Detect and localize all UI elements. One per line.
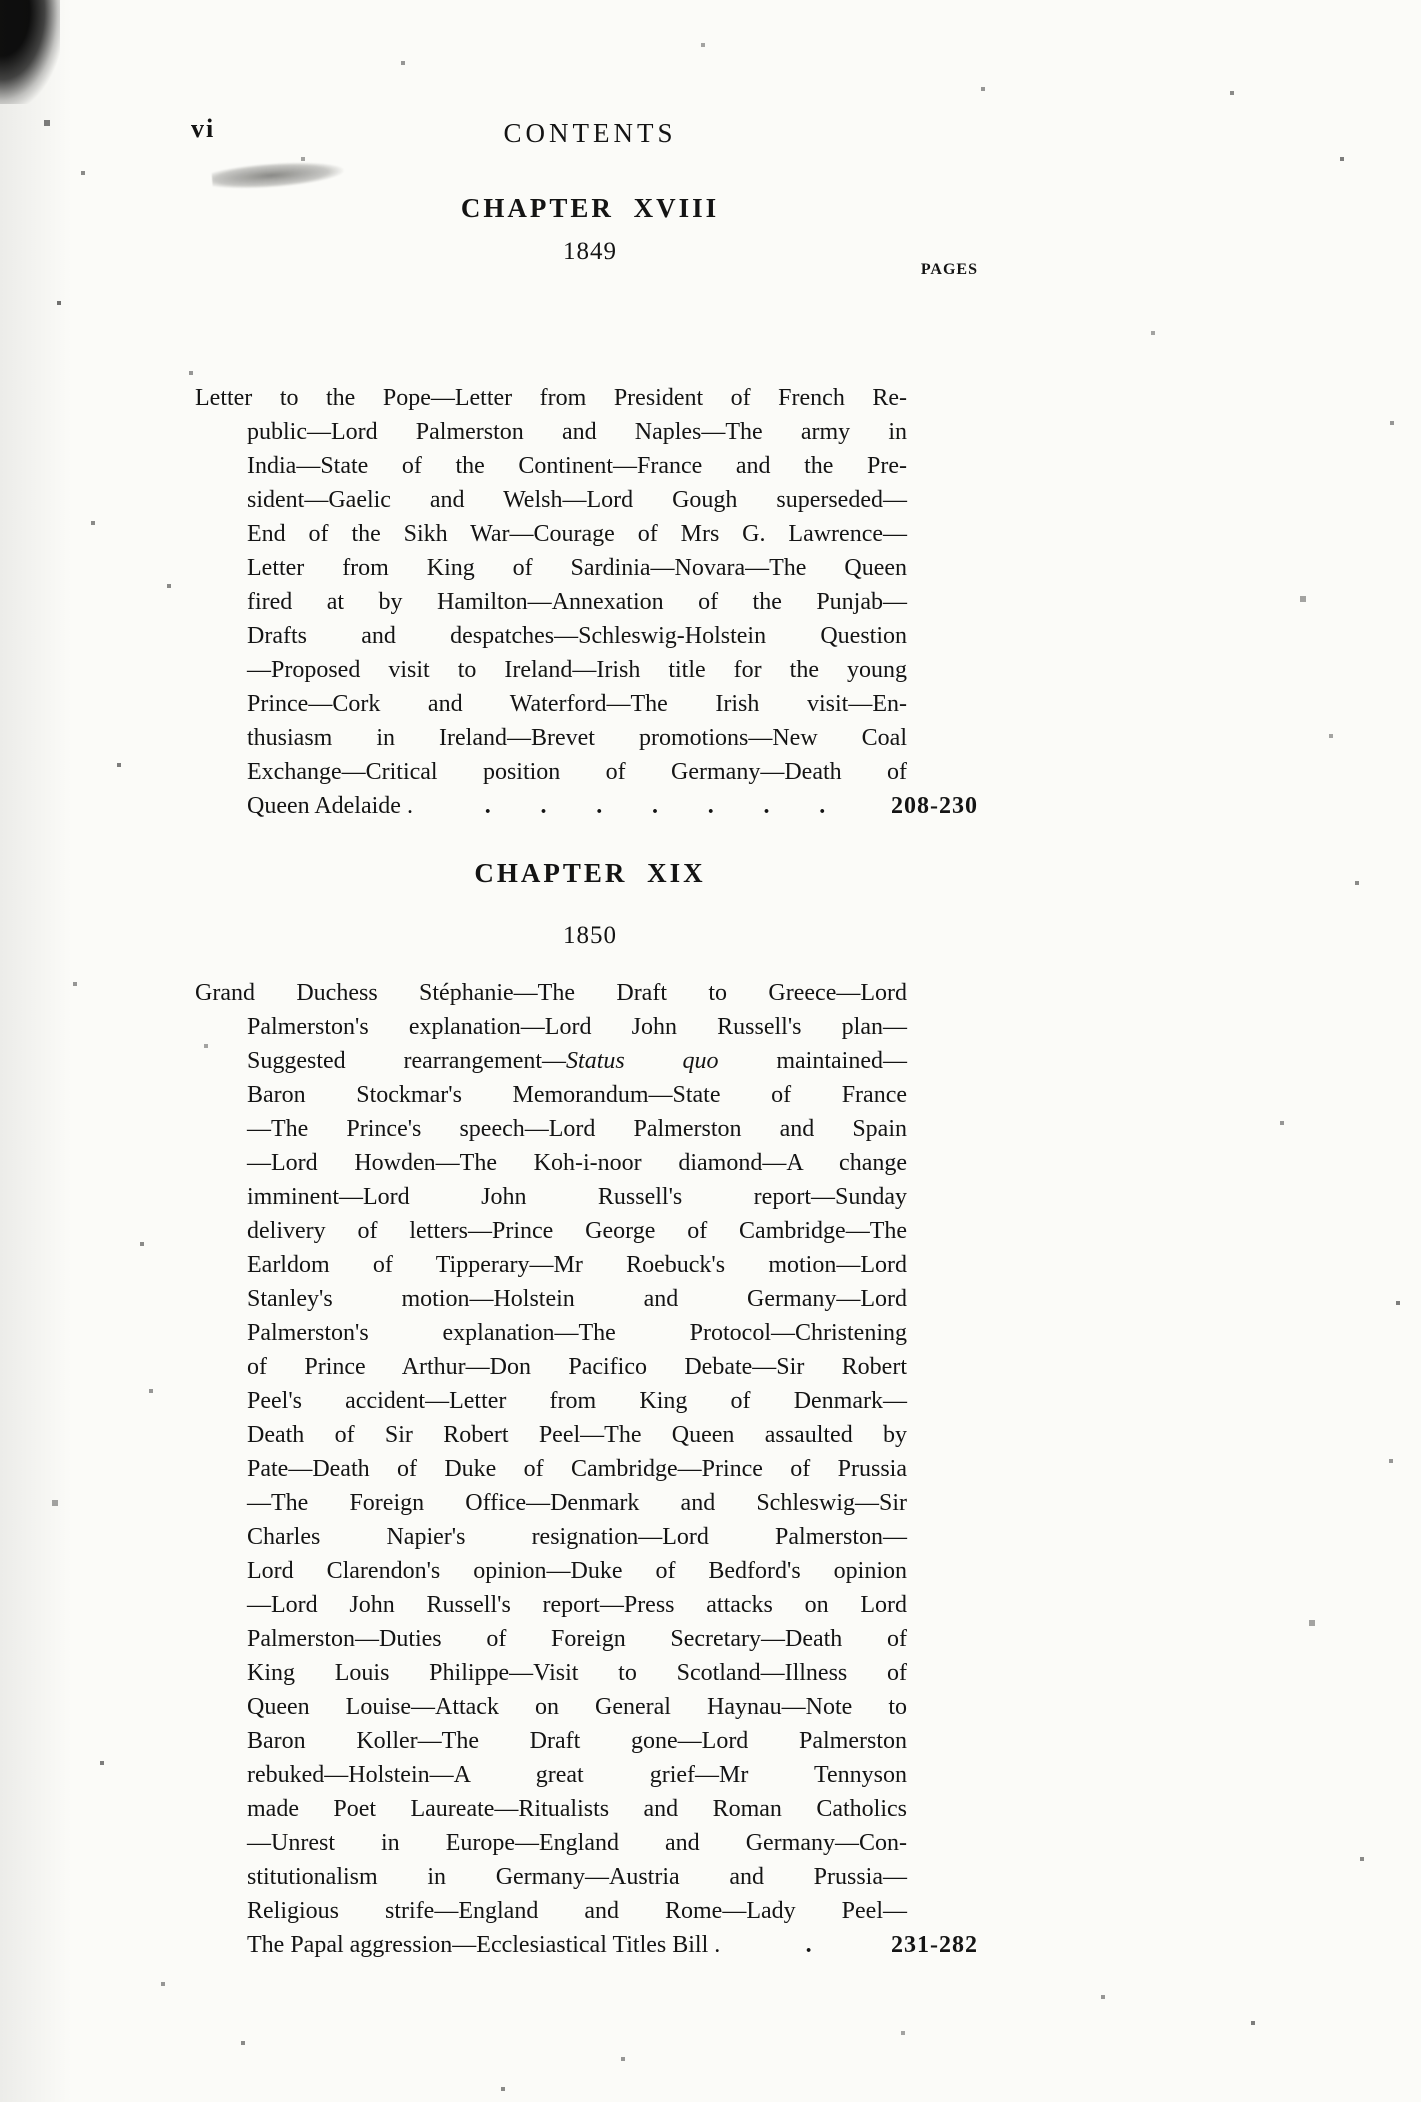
- chapter-heading: CHAPTER XVIII: [460, 193, 720, 223]
- leader-dot: .: [763, 793, 770, 819]
- scan-speckles: [0, 0, 2, 2]
- leader-dot: .: [484, 793, 491, 819]
- summary-line: stitutionalism in Germany—Austria and Prussia—: [247, 1864, 907, 1890]
- summary-line: —The Prince's speech—Lord Palmerston and Spain: [247, 1116, 907, 1142]
- page-range: 231-282: [891, 1932, 978, 1958]
- leader-dot: .: [596, 793, 603, 819]
- summary-line: Letter to the Pope—Letter from President of French Re-: [195, 385, 907, 411]
- leader-dot: .: [707, 793, 714, 819]
- summary-line: Religious strife—England and Rome—Lady Peel—: [247, 1898, 907, 1924]
- summary-line: Exchange—Critical position of Germany—Death of: [247, 759, 907, 785]
- summary-final-text: Queen Adelaide .: [247, 793, 413, 819]
- leader-dots: [413, 789, 891, 823]
- leader-dot: .: [540, 793, 547, 819]
- summary-line: —The Foreign Office—Denmark and Schleswig—Sir: [247, 1490, 907, 1516]
- chapter-heading: CHAPTER XIX: [474, 858, 706, 888]
- summary-line: public—Lord Palmerston and Naples—The army in: [247, 419, 907, 445]
- summary-line: Palmerston—Duties of Foreign Secretary—Death of: [247, 1626, 907, 1652]
- summary-line: Drafts and despatches—Schleswig-Holstein Question: [247, 623, 907, 649]
- summary-line: Prince—Cork and Waterford—The Irish visit—En-: [247, 691, 907, 717]
- summary-line: —Unrest in Europe—England and Germany—Con-: [247, 1830, 907, 1856]
- summary-line: Lord Clarendon's opinion—Duke of Bedford's opinion: [247, 1558, 907, 1584]
- summary-line: Stanley's motion—Holstein and Germany—Lord: [247, 1286, 907, 1312]
- summary-line: India—State of the Continent—France and the Pre-: [247, 453, 907, 479]
- summary-line: rebuked—Holstein—A great grief—Mr Tennyson: [247, 1762, 907, 1788]
- page-header-title: CONTENTS: [503, 118, 677, 148]
- summary-line: —Proposed visit to Ireland—Irish title for the young: [247, 657, 907, 683]
- page-folio-number: vi: [191, 114, 216, 143]
- leader-dot: .: [651, 793, 658, 819]
- summary-final-text: The Papal aggression—Ecclesiastical Titles Bill .: [247, 1932, 721, 1958]
- summary-lines: [195, 381, 978, 789]
- summary-line: delivery of letters—Prince George of Cambridge—The: [247, 1218, 907, 1244]
- summary-line: imminent—Lord John Russell's report—Sunday: [247, 1184, 907, 1210]
- scan-edge-wash: [0, 0, 90, 2102]
- summary-line: fired at by Hamilton—Annexation of the Punjab—: [247, 589, 907, 615]
- pages-column-label: PAGES: [920, 261, 978, 278]
- summary-line: Pate—Death of Duke of Cambridge—Prince of Prussia: [247, 1456, 907, 1482]
- summary-line: Queen Louise—Attack on General Haynau—Note to: [247, 1694, 907, 1720]
- summary-line: Death of Sir Robert Peel—The Queen assaulted by: [247, 1422, 907, 1448]
- scan-ink-smudge: [211, 158, 344, 191]
- summary-line: Earldom of Tipperary—Mr Roebuck's motion—Lord: [247, 1252, 907, 1278]
- chapter-summary: [195, 381, 978, 823]
- page-range: 208-230: [891, 793, 978, 819]
- summary-line: Peel's accident—Letter from King of Denmark—: [247, 1388, 907, 1414]
- summary-line: —Lord John Russell's report—Press attacks on Lord: [247, 1592, 907, 1618]
- chapter-year: 1849: [563, 238, 617, 265]
- summary-line: Letter from King of Sardinia—Novara—The Queen: [247, 555, 907, 581]
- summary-line: of Prince Arthur—Don Pacifico Debate—Sir Robert: [247, 1354, 907, 1380]
- summary-line: Charles Napier's resignation—Lord Palmerston—: [247, 1524, 907, 1550]
- chapter-summary: [195, 976, 978, 1962]
- summary-final-line: [195, 1928, 978, 1962]
- leader-dots: [720, 1928, 891, 1962]
- summary-line: Baron Koller—The Draft gone—Lord Palmerston: [247, 1728, 907, 1754]
- summary-line: King Louis Philippe—Visit to Scotland—Illness of: [247, 1660, 907, 1686]
- leader-dot: .: [805, 1932, 812, 1958]
- summary-line: —Lord Howden—The Koh-i-noor diamond—A change: [247, 1150, 907, 1176]
- leader-dot: .: [819, 793, 826, 819]
- summary-line: End of the Sikh War—Courage of Mrs G. Lawrence—: [247, 521, 907, 547]
- summary-line: Grand Duchess Stéphanie—The Draft to Greece—Lord: [195, 980, 907, 1006]
- summary-line: Suggested rearrangement—Status quo maintained—: [247, 1048, 907, 1074]
- summary-line: thusiasm in Ireland—Brevet promotions—New Coal: [247, 725, 907, 751]
- summary-line: Baron Stockmar's Memorandum—State of France: [247, 1082, 907, 1108]
- chapter-year: 1850: [563, 922, 617, 949]
- summary-final-line: [195, 789, 978, 823]
- summary-line: Palmerston's explanation—Lord John Russell's plan—: [247, 1014, 907, 1040]
- summary-line: made Poet Laureate—Ritualists and Roman Catholics: [247, 1796, 907, 1822]
- summary-line: Palmerston's explanation—The Protocol—Christening: [247, 1320, 907, 1346]
- summary-line: sident—Gaelic and Welsh—Lord Gough superseded—: [247, 487, 907, 513]
- summary-lines: [195, 976, 978, 1928]
